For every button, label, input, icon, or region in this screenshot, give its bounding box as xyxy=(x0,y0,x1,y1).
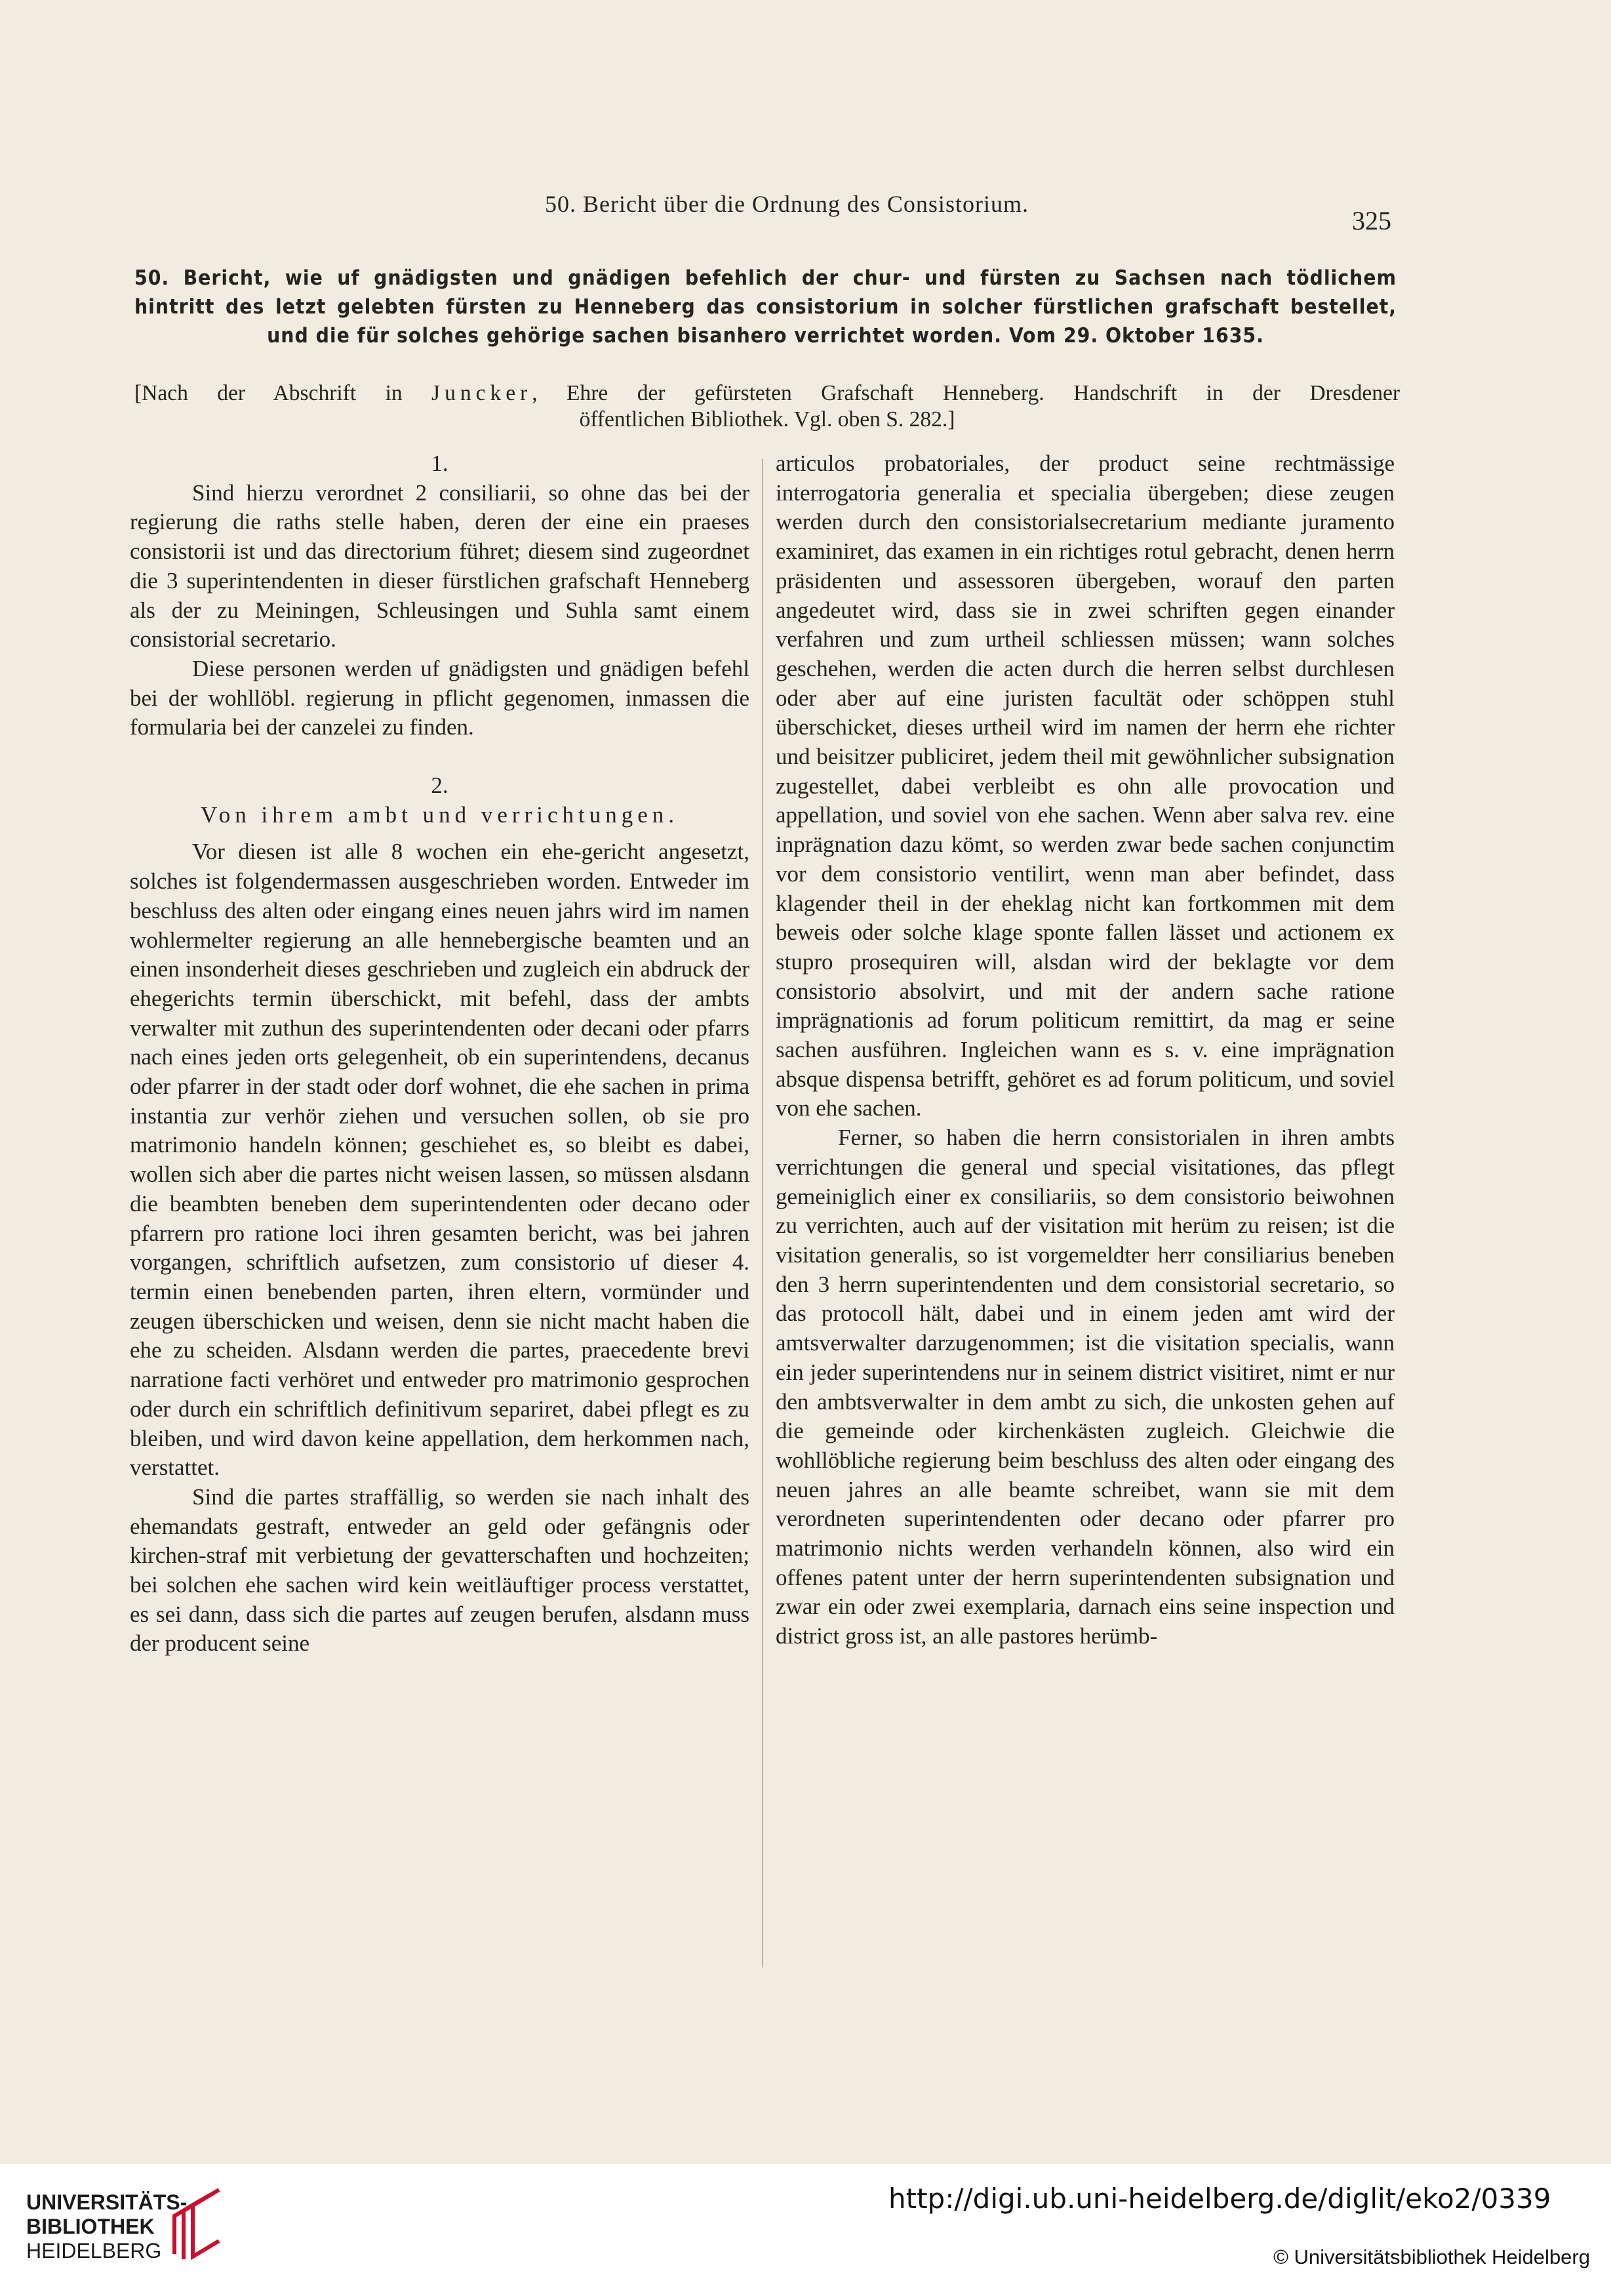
running-head: 50. Bericht über die Ordnung des Consistorium. xyxy=(545,191,1029,217)
logo-line-2: BIBLIOTHEK xyxy=(26,2215,155,2238)
right-column xyxy=(776,449,1395,1651)
page-number: 325 xyxy=(1352,206,1391,235)
title-line-2: hintritt des letzt gelebten fürsten zu Henneberg das consistorium in solcher fürstlichen grafschaft bestellet, xyxy=(134,295,1397,319)
title-line-1: 50. Bericht, wie uf gnädigsten und gnädigen befehlich der chur- und fürsten zu Sachsen nach tödlichem xyxy=(134,266,1397,290)
logo-line-3: HEIDELBERG xyxy=(26,2239,162,2263)
source-note-line-1 xyxy=(134,380,1400,407)
ub-heidelberg-logo-icon xyxy=(164,2186,224,2262)
copyright-notice: © Universitätsbibliothek Heidelberg xyxy=(1273,2246,1590,2268)
paragraph: articulos probatoriales, der product seine rechtmässige interrogatoria generalia et specialia übergeben; diese zeugen werden durch den consistorialsecretarium mediante juramento examiniret, das examen in ein richtiges rotul gebracht, denen herrn präsidenten und assessoren übergeben, worauf den parten angedeutet wird, dass sie in zwei schriften gegen einander verfahren und zum urtheil schliessen müssen; wann solches geschehen, werden die acten durch die herren selbst durchlesen oder aber auf eine juristen facultät oder schöppen stuhl überschicket, dieses urtheil wird im namen der herrn ehe richter und beisitzer publiciret, jedem theil mit gewöhnlicher subsignation zugestellet, dabei verbleibt es ohn alle provocation und appellation, und soviel von ehe sachen. Wenn aber salva rev. eine inprägnation dazu kömt, so werden zwar bede sachen conjunctim vor dem consistorio ventilirt, wenn man aber befindet, dass klagender theil in der eheklag nicht kan fortkommen mit dem beweis oder solche klage sponte fallen lässet und actionem ex stupro prosequiren will, alsdan wird der beklagte vor dem consistorio absolvirt, und mit der andern sache ratione imprägnationis ad forum politicum remittirt, da mag er seine sachen ausführen. Ingleichen wann es s. v. eine imprägnation absque dispensa betrifft, gehöret es ad forum politicum, und soviel von ehe sachen. xyxy=(776,451,1395,1121)
source-note-line-2: öffentlichen Bibliothek. Vgl. oben S. 282.] xyxy=(579,407,955,432)
library-footer xyxy=(0,2164,1611,2296)
source-note-rest: , Ehre der gefürsteten Grafschaft Henneberg. Handschrift in der Dresdener xyxy=(532,381,1400,405)
paragraph: Ferner, so haben die herrn consistorialen in ihren ambts verrichtungen die general und special visitationes, das pflegt gemeiniglich einer ex consiliariis, so dem consistorio beiwohnen zu verrichten, auch auf der visitation mit herüm zu reisen; ist die visitation generalis, so ist vorgemeldter herr consiliarius beneben den 3 herrn superintendenten und dem consistorial secretario, so das protocoll hält, dabei und in einem jeden amt wird der amtsverwalter darzugenommen; ist die visitation specialis, wann ein jeder superintendens nur in seinem district visitiret, nimt er nur den ambtsverwalter in dem ambt zu sich, die unkosten gehen auf die gemeinde oder kirchenkästen zugleich. Gleichwie die wohllöbliche regierung beim beschluss des alten oder eingang des neuen jahres an alle beamte schreibet, wann sie mit dem verordneten superintendenten oder decano oder pfarrer pro matrimonio nichts werden verhandeln können, also wird ein offenes patent unter der herrn superintendenten subsignation und zwar ein oder zwei exemplaria, darnach eins seine inspection und district gross ist, an alle pastores herümb- xyxy=(776,1125,1395,1649)
source-note-prefix: [Nach der Abschrift in xyxy=(134,381,432,405)
left-column xyxy=(130,449,749,1659)
paragraph: Diese personen werden uf gnädigsten und gnädigen befehl bei der wohllöbl. regierung in pflicht gegenomen, inmassen die formularia bei der canzelei zu finden. xyxy=(130,655,749,740)
paragraph: Vor diesen ist alle 8 wochen ein ehe-gericht angesetzt, solches ist folgendermassen ausgeschrieben worden. Entweder im beschluss des alten oder eingang eines neuen jahrs wird im namen wohlermelter regierung an alle hennebergische beamten und an einen insonderheit dieses geschrieben und zugleich ein abdruck der ehegerichts termin überschickt, mit befehl, dass der ambts verwalter mit zuthun des superintendenten oder decani oder pfarrs nach eines jeden orts gelegenheit, ob ein superintendens, decanus oder pfarrer in der stadt oder dorf wohnet, die ehe sachen in prima instantia zur verhör ziehen und versuchen sollen, ob sie pro matrimonio handeln können; geschiehet es, so bleibt es dabei, wollen sich aber die partes nicht weisen lassen, so müssen alsdann die beambten beneben dem superintendenten oder decano oder pfarrern pro ratione loci ihren gesamten bericht, was bei jahren vorgangen, schriftlich aufsetzen, zum consistorio uf dieser 4. termin einen benebenden parten, ihren eltern, vormünder und zeugen überschicken und weisen, denn sie nicht macht haben die ehe zu scheiden. Alsdann werden die partes, praecedente brevi narratione facti verhöret und entweder pro matrimonio gesprochen oder durch ein schriftlich definitivum separiret, dabei pflegt es zu bleiben, und wird davon keine appellation, dem herkommen nach, verstattet. xyxy=(130,839,749,1481)
spacer xyxy=(130,742,749,771)
column-divider xyxy=(762,459,763,1967)
title-line-3: und die für solches gehörige sachen bisanhero verrichtet worden. Vom 29. Oktober 1635. xyxy=(267,324,1264,348)
document-title xyxy=(134,264,1397,350)
paragraph: Sind die partes straffällig, so werden sie nach inhalt des ehemandats gestraft, entweder an geld oder gefängnis oder kirchen-straf mit verbietung der gevatterschaften und hochzeiten; bei solchen ehe sachen wird kein weitläuftiger process verstattet, es sei dann, dass sich die partes auf zeugen berufen, alsdann muss der producent seine xyxy=(130,1483,749,1657)
source-note xyxy=(134,380,1400,433)
section-number-1: 1. xyxy=(431,451,448,476)
section-heading: Von ihrem ambt und verrichtungen. xyxy=(201,801,679,828)
section-number-2: 2. xyxy=(431,773,448,799)
source-note-author: Juncker xyxy=(431,381,532,405)
logo-line-1: UNIVERSITÄTS- xyxy=(26,2190,188,2214)
spacer xyxy=(130,830,749,837)
library-logo-text[interactable] xyxy=(26,2190,187,2263)
permalink-url[interactable]: http://digi.ub.uni-heidelberg.de/diglit/eko2/0339 xyxy=(888,2183,1551,2215)
paragraph: Sind hierzu verordnet 2 consiliarii, so ohne das bei der regierung die raths stelle haben, deren der eine ein praeses consistorii ist und das directorium führet; diesem sind zugeordnet die 3 superintendenten in dieser fürstlichen grafschaft Henneberg als der zu Meiningen, Schleusingen und Suhla samt einem consistorial secretario. xyxy=(130,479,749,653)
